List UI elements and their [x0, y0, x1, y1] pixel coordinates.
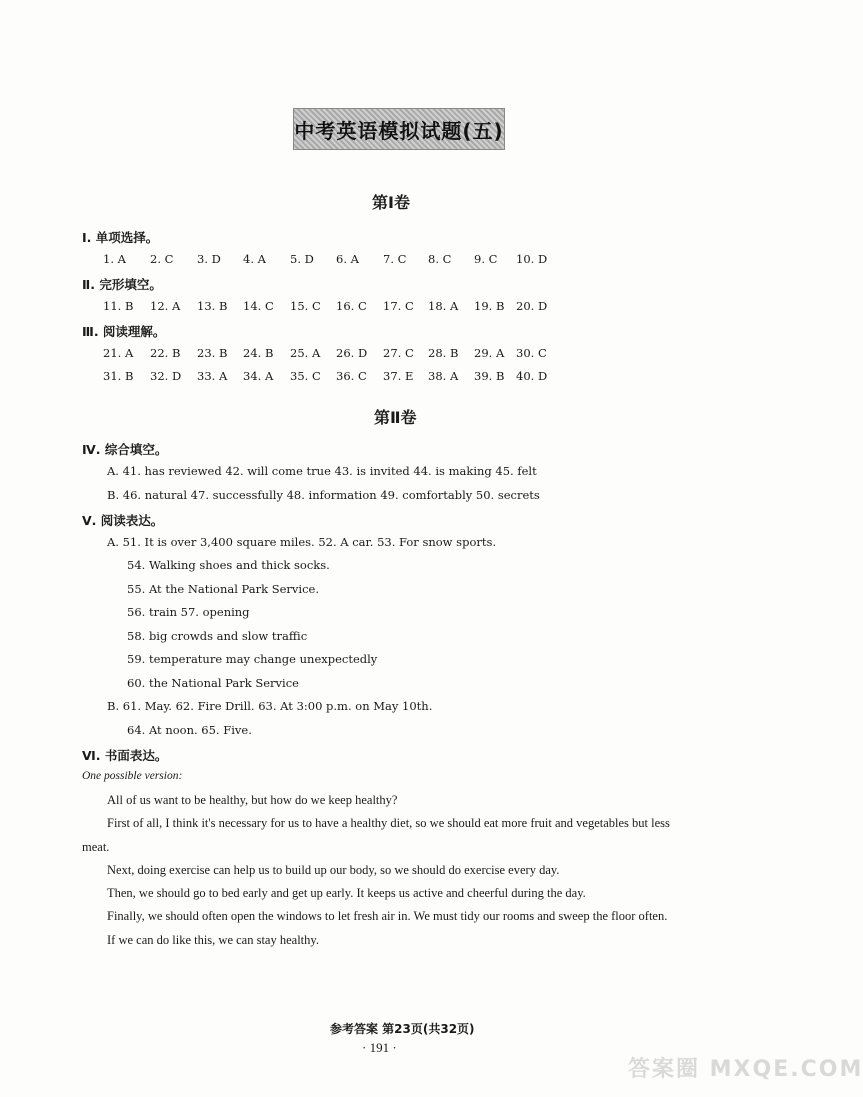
volume-2-heading: 第Ⅱ卷 — [374, 408, 417, 427]
section-5-a-line: 60. the National Park Service — [127, 676, 299, 690]
section-4-heading: Ⅳ. 综合填空。 — [82, 442, 168, 457]
answer-item: 22. B — [150, 346, 181, 360]
section-5-a-line: A. 51. It is over 3,400 square miles. 52. A car. 53. For snow sports. — [107, 535, 497, 549]
answer-item: 14. C — [243, 299, 274, 313]
essay-line: All of us want to be healthy, but how do we keep healthy? — [107, 793, 398, 807]
answer-item: 23. B — [197, 346, 228, 360]
answer-item: 32. D — [150, 369, 182, 383]
page-footer: 参考答案 第23页(共32页) — [330, 1022, 475, 1036]
essay-line: First of all, I think it's necessary for us to have a healthy diet, so we should eat more fruit and vegetables but less — [107, 816, 670, 830]
section-1-heading: Ⅰ. 单项选择。 — [82, 230, 159, 245]
essay-line: If we can do like this, we can stay healthy. — [107, 933, 319, 947]
watermark-text: 答案圈 MXQE.COM — [628, 1057, 863, 1082]
section-2-heading: Ⅱ. 完形填空。 — [82, 277, 162, 292]
answer-item: 30. C — [516, 346, 547, 360]
answer-item: 19. B — [474, 299, 505, 313]
essay-line: Finally, we should often open the windows to let fresh air in. We must tidy our rooms and sweep the floor often. — [107, 909, 668, 923]
answer-item: 24. B — [243, 346, 274, 360]
volume-1-heading: 第Ⅰ卷 — [372, 193, 410, 212]
section-4-part-b: B. 46. natural 47. successfully 48. information 49. comfortably 50. secrets — [107, 488, 540, 502]
answer-item: 3. D — [197, 252, 221, 266]
answer-item: 9. C — [474, 252, 498, 266]
answer-item: 16. C — [336, 299, 367, 313]
section-5-a-line: 55. At the National Park Service. — [127, 582, 320, 596]
answer-item: 17. C — [383, 299, 414, 313]
answer-item: 33. A — [197, 369, 228, 383]
essay-line: Next, doing exercise can help us to build up our body, so we should do exercise every day. — [107, 863, 560, 877]
section-3-heading: Ⅲ. 阅读理解。 — [82, 324, 166, 339]
answer-item: 1. A — [103, 252, 126, 266]
answer-item: 35. C — [290, 369, 321, 383]
section-5-b-line: B. 61. May. 62. Fire Drill. 63. At 3:00 p.m. on May 10th. — [107, 699, 433, 713]
section-5-a-line: 54. Walking shoes and thick socks. — [127, 558, 330, 572]
answer-item: 26. D — [336, 346, 368, 360]
answer-item: 11. B — [103, 299, 134, 313]
answer-item: 6. A — [336, 252, 359, 266]
answer-item: 5. D — [290, 252, 314, 266]
answer-item: 18. A — [428, 299, 459, 313]
section-6-heading: Ⅵ. 书面表达。 — [82, 748, 168, 763]
section-5-a-line: 59. temperature may change unexpectedly — [127, 652, 378, 666]
answer-item: 38. A — [428, 369, 459, 383]
answer-item: 27. C — [383, 346, 414, 360]
page-title: 中考英语模拟试题(五) — [294, 118, 504, 143]
page-number: · 191 · — [362, 1040, 397, 1055]
answer-item: 34. A — [243, 369, 274, 383]
answer-item: 21. A — [103, 346, 134, 360]
section-4-part-a: A. 41. has reviewed 42. will come true 43. is invited 44. is making 45. felt — [107, 464, 537, 478]
watermark-logo — [628, 1052, 863, 1094]
essay-line: Then, we should go to bed early and get up early. It keeps us active and cheerful during the day. — [107, 886, 586, 900]
answer-item: 39. B — [474, 369, 505, 383]
section-5-b-line: 64. At noon. 65. Five. — [127, 723, 252, 737]
essay-line: meat. — [82, 840, 110, 854]
title-banner — [293, 108, 505, 150]
answer-item: 36. C — [336, 369, 367, 383]
answer-item: 10. D — [516, 252, 548, 266]
answer-item: 37. E — [383, 369, 414, 383]
answer-item: 40. D — [516, 369, 548, 383]
section-5-heading: Ⅴ. 阅读表达。 — [82, 513, 164, 528]
section-5-a-line: 58. big crowds and slow traffic — [127, 629, 308, 643]
answer-item: 20. D — [516, 299, 548, 313]
version-label: One possible version: — [82, 770, 183, 782]
answer-item: 2. C — [150, 252, 174, 266]
answer-item: 13. B — [197, 299, 228, 313]
answer-item: 4. A — [243, 252, 266, 266]
answer-item: 31. B — [103, 369, 134, 383]
answer-item: 25. A — [290, 346, 321, 360]
answer-item: 12. A — [150, 299, 181, 313]
answer-item: 28. B — [428, 346, 459, 360]
section-5-a-line: 56. train 57. opening — [127, 605, 250, 619]
answer-item: 7. C — [383, 252, 407, 266]
answer-item: 8. C — [428, 252, 452, 266]
answer-item: 29. A — [474, 346, 505, 360]
answer-item: 15. C — [290, 299, 321, 313]
